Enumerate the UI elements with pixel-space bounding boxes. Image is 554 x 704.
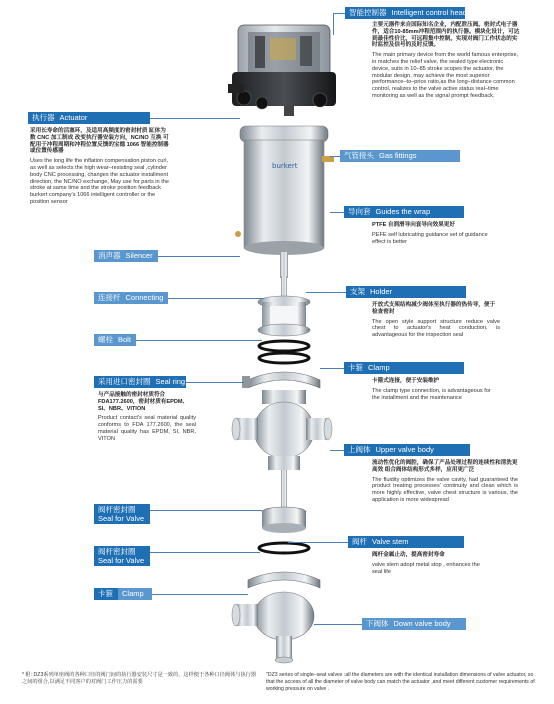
connecting-label-en: Connecting	[125, 293, 164, 302]
connecting-label-cn: 连接杆	[98, 293, 121, 302]
upper-clamp-graphic	[242, 372, 320, 388]
intelligent-head-desc	[372, 22, 522, 100]
actuator-desc	[30, 128, 170, 206]
actuator-desc-en: Uses the long life the inflation compensation piston curl, as well as selects the high wear–resisting seal ,cylinder body CNC processing, changes the actuator installment direction, the NC/NO exchange, May use for parts in the stroke at same time and the stroke position feedback burkert company's 1066 intelligent controller or the position sensor	[30, 158, 169, 205]
stem-seal-graphic	[259, 507, 309, 553]
leader-line	[314, 624, 362, 625]
valve-stem-desc-cn: 阀杆金属止动，提高密封寿命	[372, 552, 445, 558]
seal-stem-1-tab	[94, 504, 150, 532]
seal-stem-2-label-en: Seal for Valve stem	[98, 556, 145, 574]
clamp-lower-label-en: Clamp	[122, 589, 144, 598]
holder-desc-cn: 开放式支架结构减少阀体至执行器的热传导，便于检查密封	[372, 302, 496, 315]
valve-stem-label-en: Valve stem	[372, 537, 409, 546]
silencer-label-en: Silencer	[125, 251, 153, 260]
seal-ring-2-graphic	[259, 353, 309, 363]
guides-wrap-label-en: Guides the wrap	[375, 207, 431, 216]
silencer-tab	[94, 250, 158, 262]
leader-line	[320, 368, 344, 369]
svg-text:burkert: burkert	[272, 162, 298, 170]
clamp-upper-label-en: Clamp	[368, 363, 390, 372]
clamp-lower-label-cn: 卡箍	[98, 589, 113, 598]
control-head-graphic	[228, 25, 336, 116]
holder-label-en: Holder	[370, 287, 393, 296]
guides-wrap-desc-en: PEFE self lubricating guidance set of guidance effect is better	[372, 231, 488, 245]
upper-valve-body-desc-cn: 流动性优化的阀腔，确保了产品处理过程的连续性和清洗更高效 组合阀体结构形式多样，应用更广泛	[372, 460, 518, 473]
seal-stem-1-label-cn: 阀杆密封圈	[98, 505, 136, 514]
intelligent-head-tab	[345, 7, 465, 19]
leader-line	[288, 542, 348, 543]
seal-ring-desc	[98, 392, 196, 443]
gas-fittings-label-cn: 气管接头	[344, 151, 374, 160]
seal-stem-2-label-cn: 阀杆密封圈	[98, 547, 136, 556]
bolt-tab	[94, 334, 136, 346]
valve-stem-desc	[372, 552, 482, 575]
guides-wrap-label-cn: 导向套	[348, 207, 371, 216]
down-valve-body-label-cn: 下阀体	[366, 619, 389, 628]
upper-valve-body-desc	[372, 460, 518, 504]
valve-stem-tab	[348, 536, 464, 548]
actuator-graphic	[235, 126, 334, 278]
actuator-label-cn: 执行器	[32, 113, 55, 122]
guides-wrap-desc-cn: PTFE 自润滑导向套导向效果更好	[372, 222, 455, 228]
intelligent-head-desc-en: The main primary device from the world famous enterprise, in matches the relief valve, the sealed type electronic device, suits in 10–85 stroke scopes the actuator, the modular design, may achieve the most superior performance–to–price ratio,as the long–distance common control, realizes to the valve active status real–time monitoring as well as the signal prompt feedback.	[372, 52, 519, 99]
clamp-upper-desc-cn: 卡箍式连接，便于安装维护	[372, 378, 440, 384]
upper-valve-body-graphic	[232, 390, 332, 470]
clamp-upper-desc-en: The clamp type connection, is advantageous for the installment and the maintenance	[372, 387, 491, 401]
seal-ring-tab	[94, 376, 186, 388]
guides-wrap-tab	[344, 206, 464, 218]
leader-line	[186, 382, 244, 383]
actuator-desc-cn: 采用长寿命的活塞环，及适用高频度的密封材质 缸体为数 CNC 加工制成 改变执行器安装方向，NC/NO 互换 可配用于冲程周期和冲程位置反馈的宝德 1066 智能控制器或位置传感器	[30, 128, 169, 155]
leader-line	[136, 340, 262, 341]
leader-line	[330, 450, 344, 451]
actuator-tab	[28, 112, 150, 124]
lower-clamp-graphic	[248, 572, 320, 588]
leader-line	[330, 156, 340, 157]
valve-stem-graphic	[281, 470, 287, 508]
seal-ring-1-graphic	[259, 341, 309, 351]
leader-line	[306, 292, 346, 293]
seal-stem-1-label-en: Seal for Valve stem	[98, 514, 145, 532]
clamp-upper-label-cn: 卡箍	[348, 363, 363, 372]
clamp-upper-desc	[372, 378, 492, 401]
valve-stem-desc-en: valve stem adopt metal stop , enhances the seal life	[372, 561, 480, 575]
holder-label-cn: 支架	[350, 287, 365, 296]
down-valve-body-label-en: Down valve body	[393, 619, 451, 628]
valve-stem-label-cn: 阀杆	[352, 537, 367, 546]
down-valve-body-tab	[362, 618, 466, 630]
seal-ring-desc-en: Product contact's seal material quality conforms to FDA 177.2600, the seal material quality has EPDM, SI, NBR, VITON	[98, 415, 196, 442]
leader-line	[158, 256, 240, 257]
seal-ring-label-en: Seal ring	[155, 377, 186, 386]
leader-line	[333, 13, 345, 14]
holder-tab	[346, 286, 466, 298]
upper-valve-body-label-en: Upper valve body	[375, 445, 434, 454]
gas-fittings-label-en: Gas fittings	[379, 151, 417, 160]
bolt-label-cn: 螺栓	[98, 335, 113, 344]
seal-ring-label-cn: 采用进口密封圈	[98, 377, 151, 386]
upper-valve-body-label-cn: 上阀体	[348, 445, 371, 454]
holder-graphic	[258, 296, 310, 336]
connecting-rod-graphic	[281, 276, 287, 298]
actuator-label-en: Actuator	[59, 113, 88, 122]
leader-line	[333, 13, 334, 35]
intelligent-head-label-en: Intelligent control head	[391, 8, 467, 17]
footer-note-cn: * 附: DZ3系列单座阀的各种口径的阀门间的执行器安装尺寸是一致的，这样便于各种口径阀体与执行器之间的组合,以满足不同客户的对阀门工作压力的需要	[22, 672, 257, 685]
intelligent-head-label-cn: 智能控制器	[349, 8, 387, 17]
holder-desc	[372, 302, 500, 339]
upper-valve-body-desc-en: The fluidity optimizes the valve cavity, had guaranteed the product treating processes' continuity and clean which is more highly effective, valve chest structure is various, the application is more widespread	[372, 476, 518, 503]
intelligent-head-desc-cn: 主要元器件来自国际知名企业，内配泄压阀。密封式电子器件，适合10-85mm冲程范围内的执行器。模块化设计，可达到最佳性价比，可远程集中控制。实现对阀门工作状态的实时监控及信号的及时反馈。	[372, 22, 520, 49]
leader-line	[150, 118, 240, 119]
leader-line	[150, 552, 260, 553]
bolt-label-en: Bolt	[118, 335, 131, 344]
clamp-lower-tab	[94, 588, 118, 600]
footer-note-en: "DZ3 series of single–seat valves :all the diameters are with the identical installation dimensions of valve actuator, so that the access of all the diameter of valve body can match the actuator ,and meet different customer requirements of working pressure on valve .	[266, 672, 535, 692]
connecting-tab	[94, 292, 168, 304]
upper-valve-body-tab	[344, 444, 470, 456]
leader-line	[330, 212, 344, 213]
clamp-lower-tab-en	[118, 588, 152, 600]
silencer-label-cn: 消声器	[98, 251, 121, 260]
guides-wrap-desc	[372, 222, 502, 245]
leader-line	[150, 510, 262, 511]
leader-line	[168, 298, 264, 299]
seal-ring-desc-cn: 与产品接触的密封材质符合FDA177.2600，密封材质有EPDM、SI、NBR、VITION	[98, 392, 189, 412]
seal-stem-2-tab	[94, 546, 150, 574]
down-valve-body-graphic	[232, 592, 314, 663]
gas-fittings-tab	[340, 150, 460, 162]
holder-desc-en: The open style support structure reduce valve chest to actuator's heat conduction, is advantageous for the inspection seal	[372, 318, 500, 339]
clamp-upper-tab	[344, 362, 464, 374]
